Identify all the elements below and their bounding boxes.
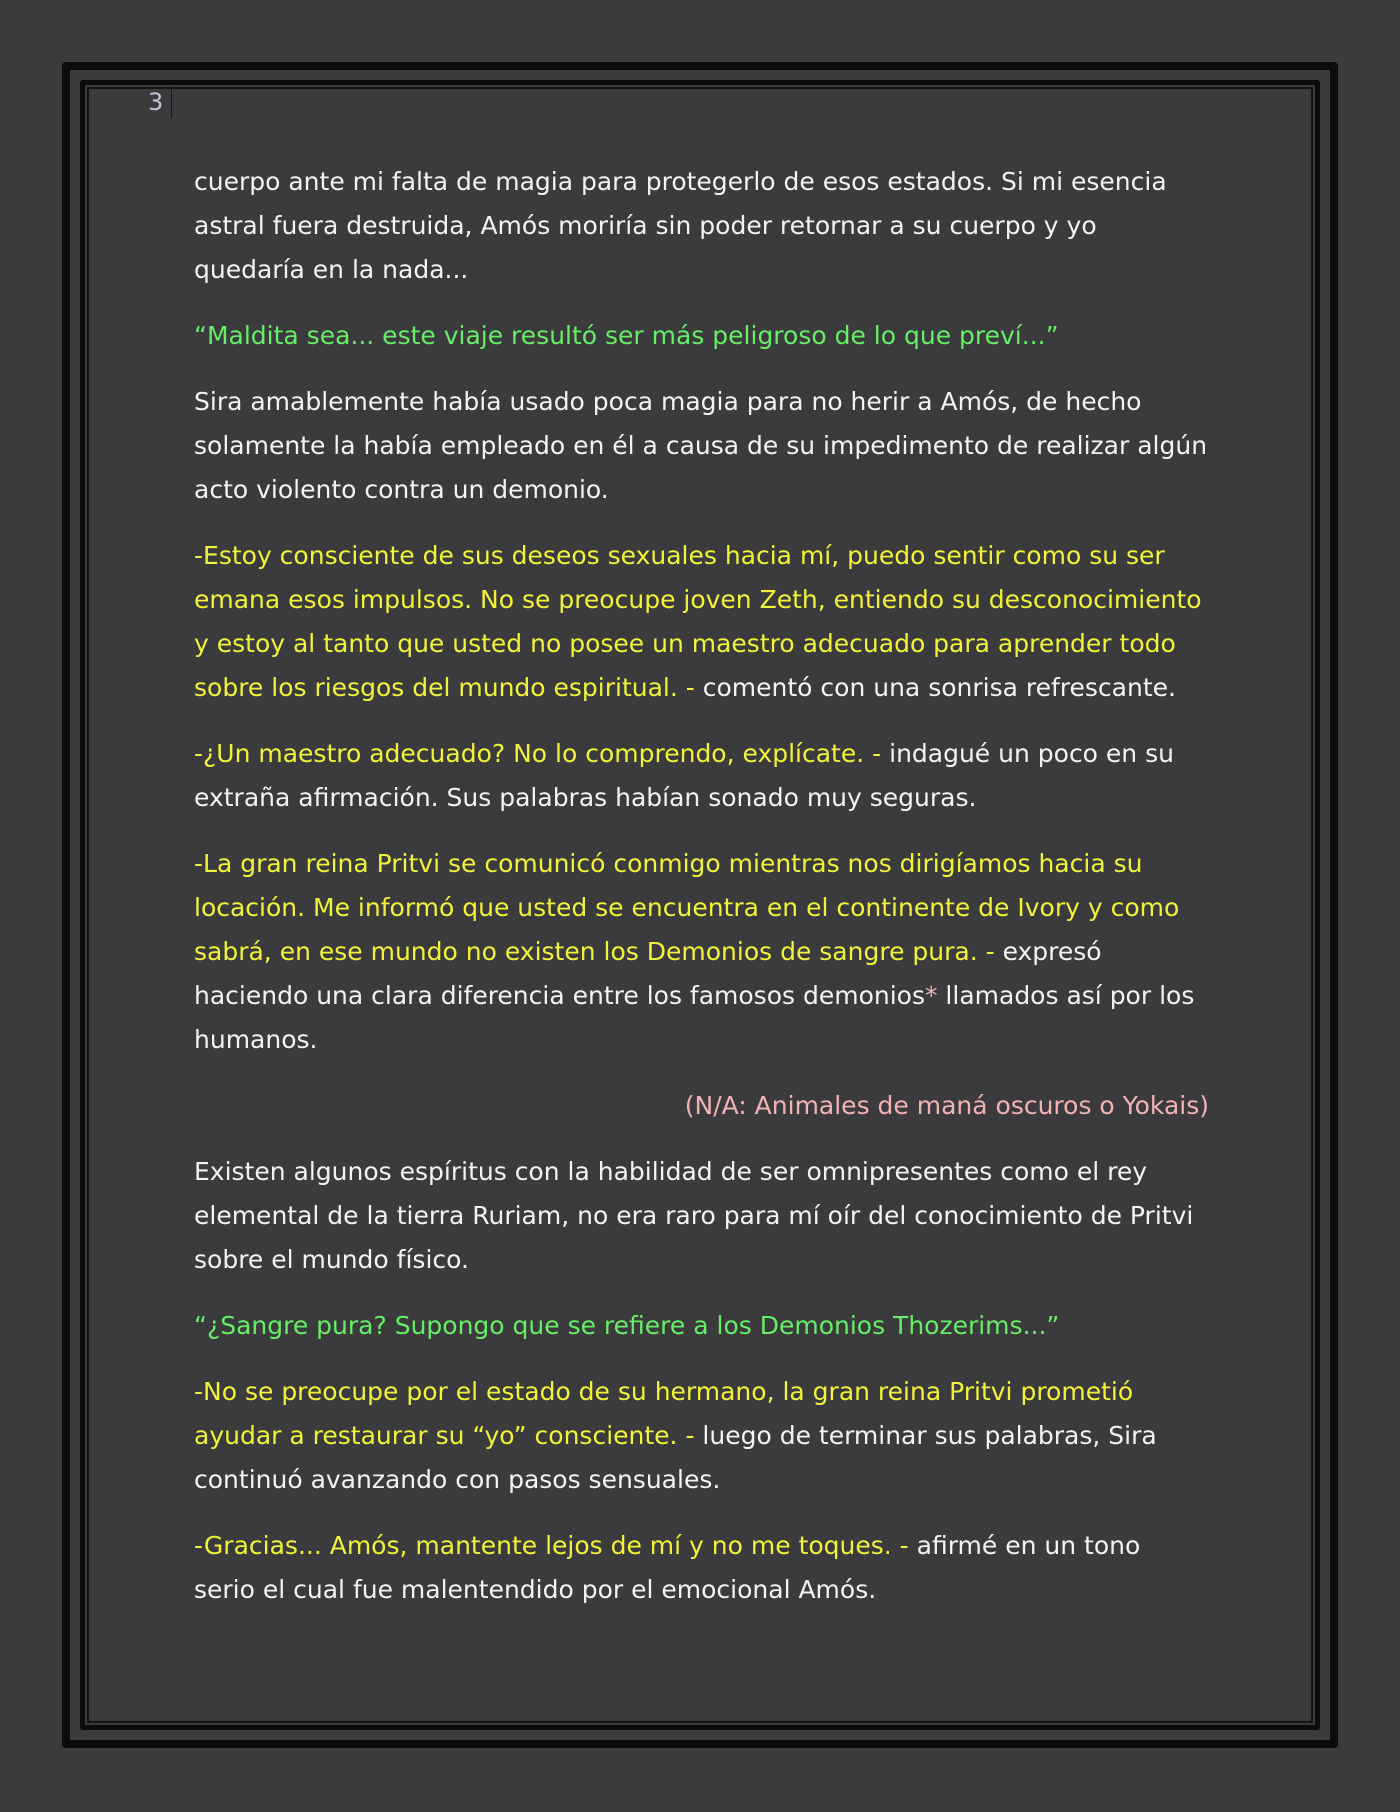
- page-content: [194, 160, 1209, 1634]
- narration-text: afirmé en un tono serio el cual fue malentendido por el emocional Amós.: [194, 1531, 1141, 1604]
- narration-paragraph: Existen algunos espíritus con la habilidad de ser omnipresentes como el rey elemental de la tierra Ruriam, no era raro para mí oír del conocimiento de Pritvi sobre el mundo físico.: [194, 1157, 1194, 1274]
- narration-paragraph: Sira amablemente había usado poca magia para no herir a Amós, de hecho solamente la había empleado en él a causa de su impedimento de realizar algún acto violento contra un demonio.: [194, 387, 1208, 504]
- page-number: 3: [148, 86, 172, 118]
- narration-text: luego de terminar sus palabras, Sira continuó avanzando con pasos sensuales.: [194, 1421, 1157, 1494]
- thought-paragraph: “Maldita sea... este viaje resultó ser más peligroso de lo que preví...”: [194, 321, 1059, 350]
- dialogue-paragraph: [194, 842, 1209, 1062]
- dialogue-text: -Estoy consciente de sus deseos sexuales hacia mí, puedo sentir como su ser emana esos impulsos. No se preocupe joven Zeth, entiendo su desconocimiento y estoy al tanto que usted no posee un maestro adecuado para aprender todo sobre los riesgos del mundo espiritual. -: [194, 541, 1202, 702]
- dialogue-paragraph: [194, 1370, 1209, 1502]
- thought-paragraph: “¿Sangre pura? Supongo que se refiere a los Demonios Thozerims...”: [194, 1311, 1060, 1340]
- dialogue-paragraph: [194, 534, 1209, 710]
- dialogue-text: -No se preocupe por el estado de su hermano, la gran reina Pritvi prometió ayudar a restaurar su “yo” consciente. -: [194, 1377, 1134, 1450]
- dialogue-text: -¿Un maestro adecuado? No lo comprendo, explícate. -: [194, 739, 882, 768]
- narration-text: llamados así por los humanos.: [194, 981, 1195, 1054]
- dialogue-text: -La gran reina Pritvi se comunicó conmigo mientras nos dirigíamos hacia su locación. Me informó que usted se encuentra en el continente de Ivory y como sabrá, en ese mundo no existen los Demonios de sangre pura. -: [194, 849, 1180, 966]
- dialogue-paragraph: [194, 732, 1209, 820]
- narration-text: comentó con una sonrisa refrescante.: [694, 673, 1176, 702]
- dialogue-text: -Gracias... Amós, mantente lejos de mí y no me toques. -: [194, 1531, 909, 1560]
- footnote-mark: *: [924, 981, 938, 1010]
- narration-paragraph: cuerpo ante mi falta de magia para protegerlo de esos estados. Si mi esencia astral fuera destruida, Amós moriría sin poder retornar a su cuerpo y yo quedaría en la nada...: [194, 167, 1167, 284]
- author-note: (N/A: Animales de maná oscuros o Yokais): [684, 1091, 1209, 1120]
- narration-text: expresó haciendo una clara diferencia entre los famosos demonios: [194, 937, 1102, 1010]
- narration-text: indagué un poco en su extraña afirmación. Sus palabras habían sonado muy seguras.: [194, 739, 1174, 812]
- dialogue-paragraph: [194, 1524, 1209, 1612]
